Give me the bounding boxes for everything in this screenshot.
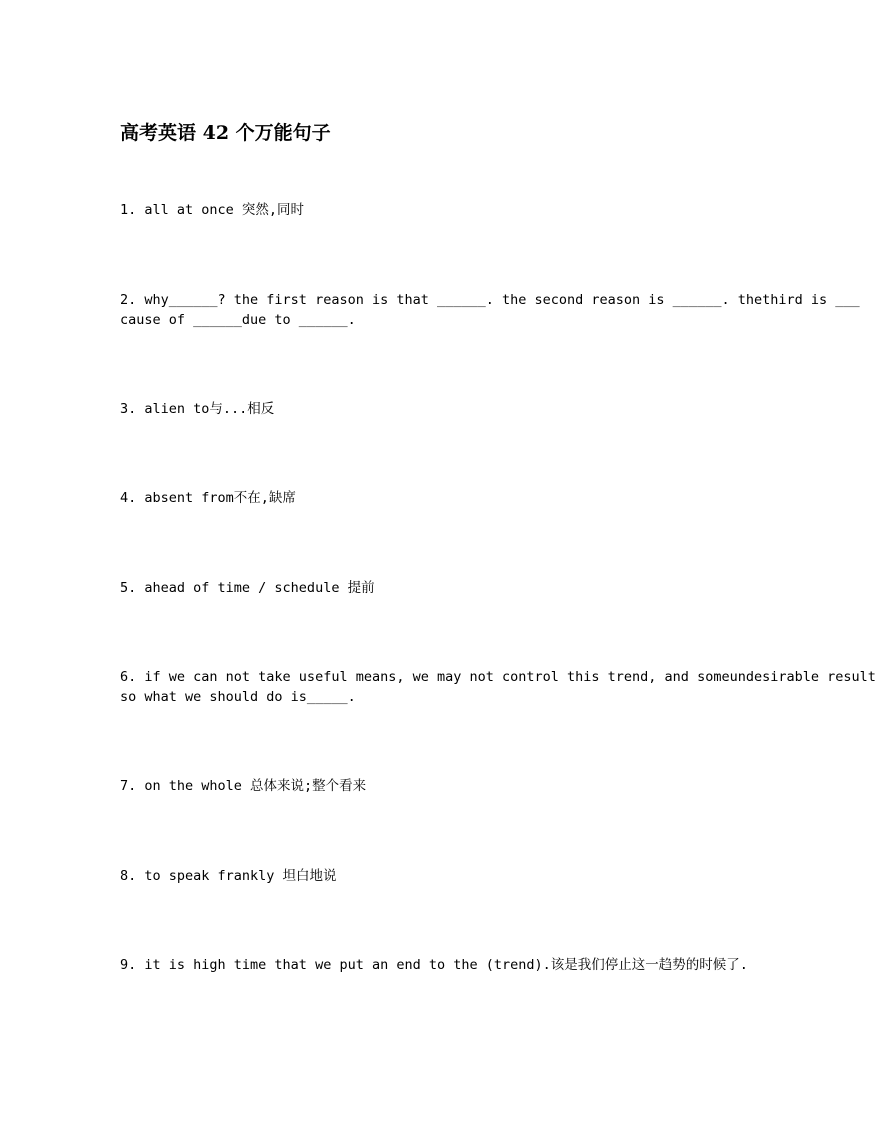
list-item xyxy=(120,399,274,419)
page-title: 高考英语 42 个万能句子 xyxy=(120,122,331,144)
item-line: 3. alien to与...相反 xyxy=(120,401,275,417)
list-item xyxy=(120,200,304,220)
list-item xyxy=(120,667,876,707)
item-line: cause of ______due to ______. xyxy=(120,312,356,328)
list-item xyxy=(120,866,337,886)
list-item xyxy=(120,578,375,598)
list-item xyxy=(120,955,748,975)
item-line: 8. to speak frankly 坦白地说 xyxy=(120,868,337,884)
list-item xyxy=(120,776,366,796)
item-line: 7. on the whole 总体来说;整个看来 xyxy=(120,778,367,794)
item-line: 6. if we can not take useful means, we may not control this trend, and someundesirable result xyxy=(120,669,876,685)
item-line: so what we should do is_____. xyxy=(120,689,356,705)
item-line: 5. ahead of time / schedule 提前 xyxy=(120,580,375,596)
list-item xyxy=(120,290,860,330)
item-line: 2. why______? the first reason is that ______. the second reason is ______. thethird is ___ xyxy=(120,292,860,308)
list-item xyxy=(120,488,296,508)
item-line: 4. absent from不在,缺席 xyxy=(120,490,296,506)
item-line: 9. it is high time that we put an end to the (trend).该是我们停止这一趋势的时候了. xyxy=(120,957,748,973)
item-line: 1. all at once 突然,同时 xyxy=(120,202,305,218)
